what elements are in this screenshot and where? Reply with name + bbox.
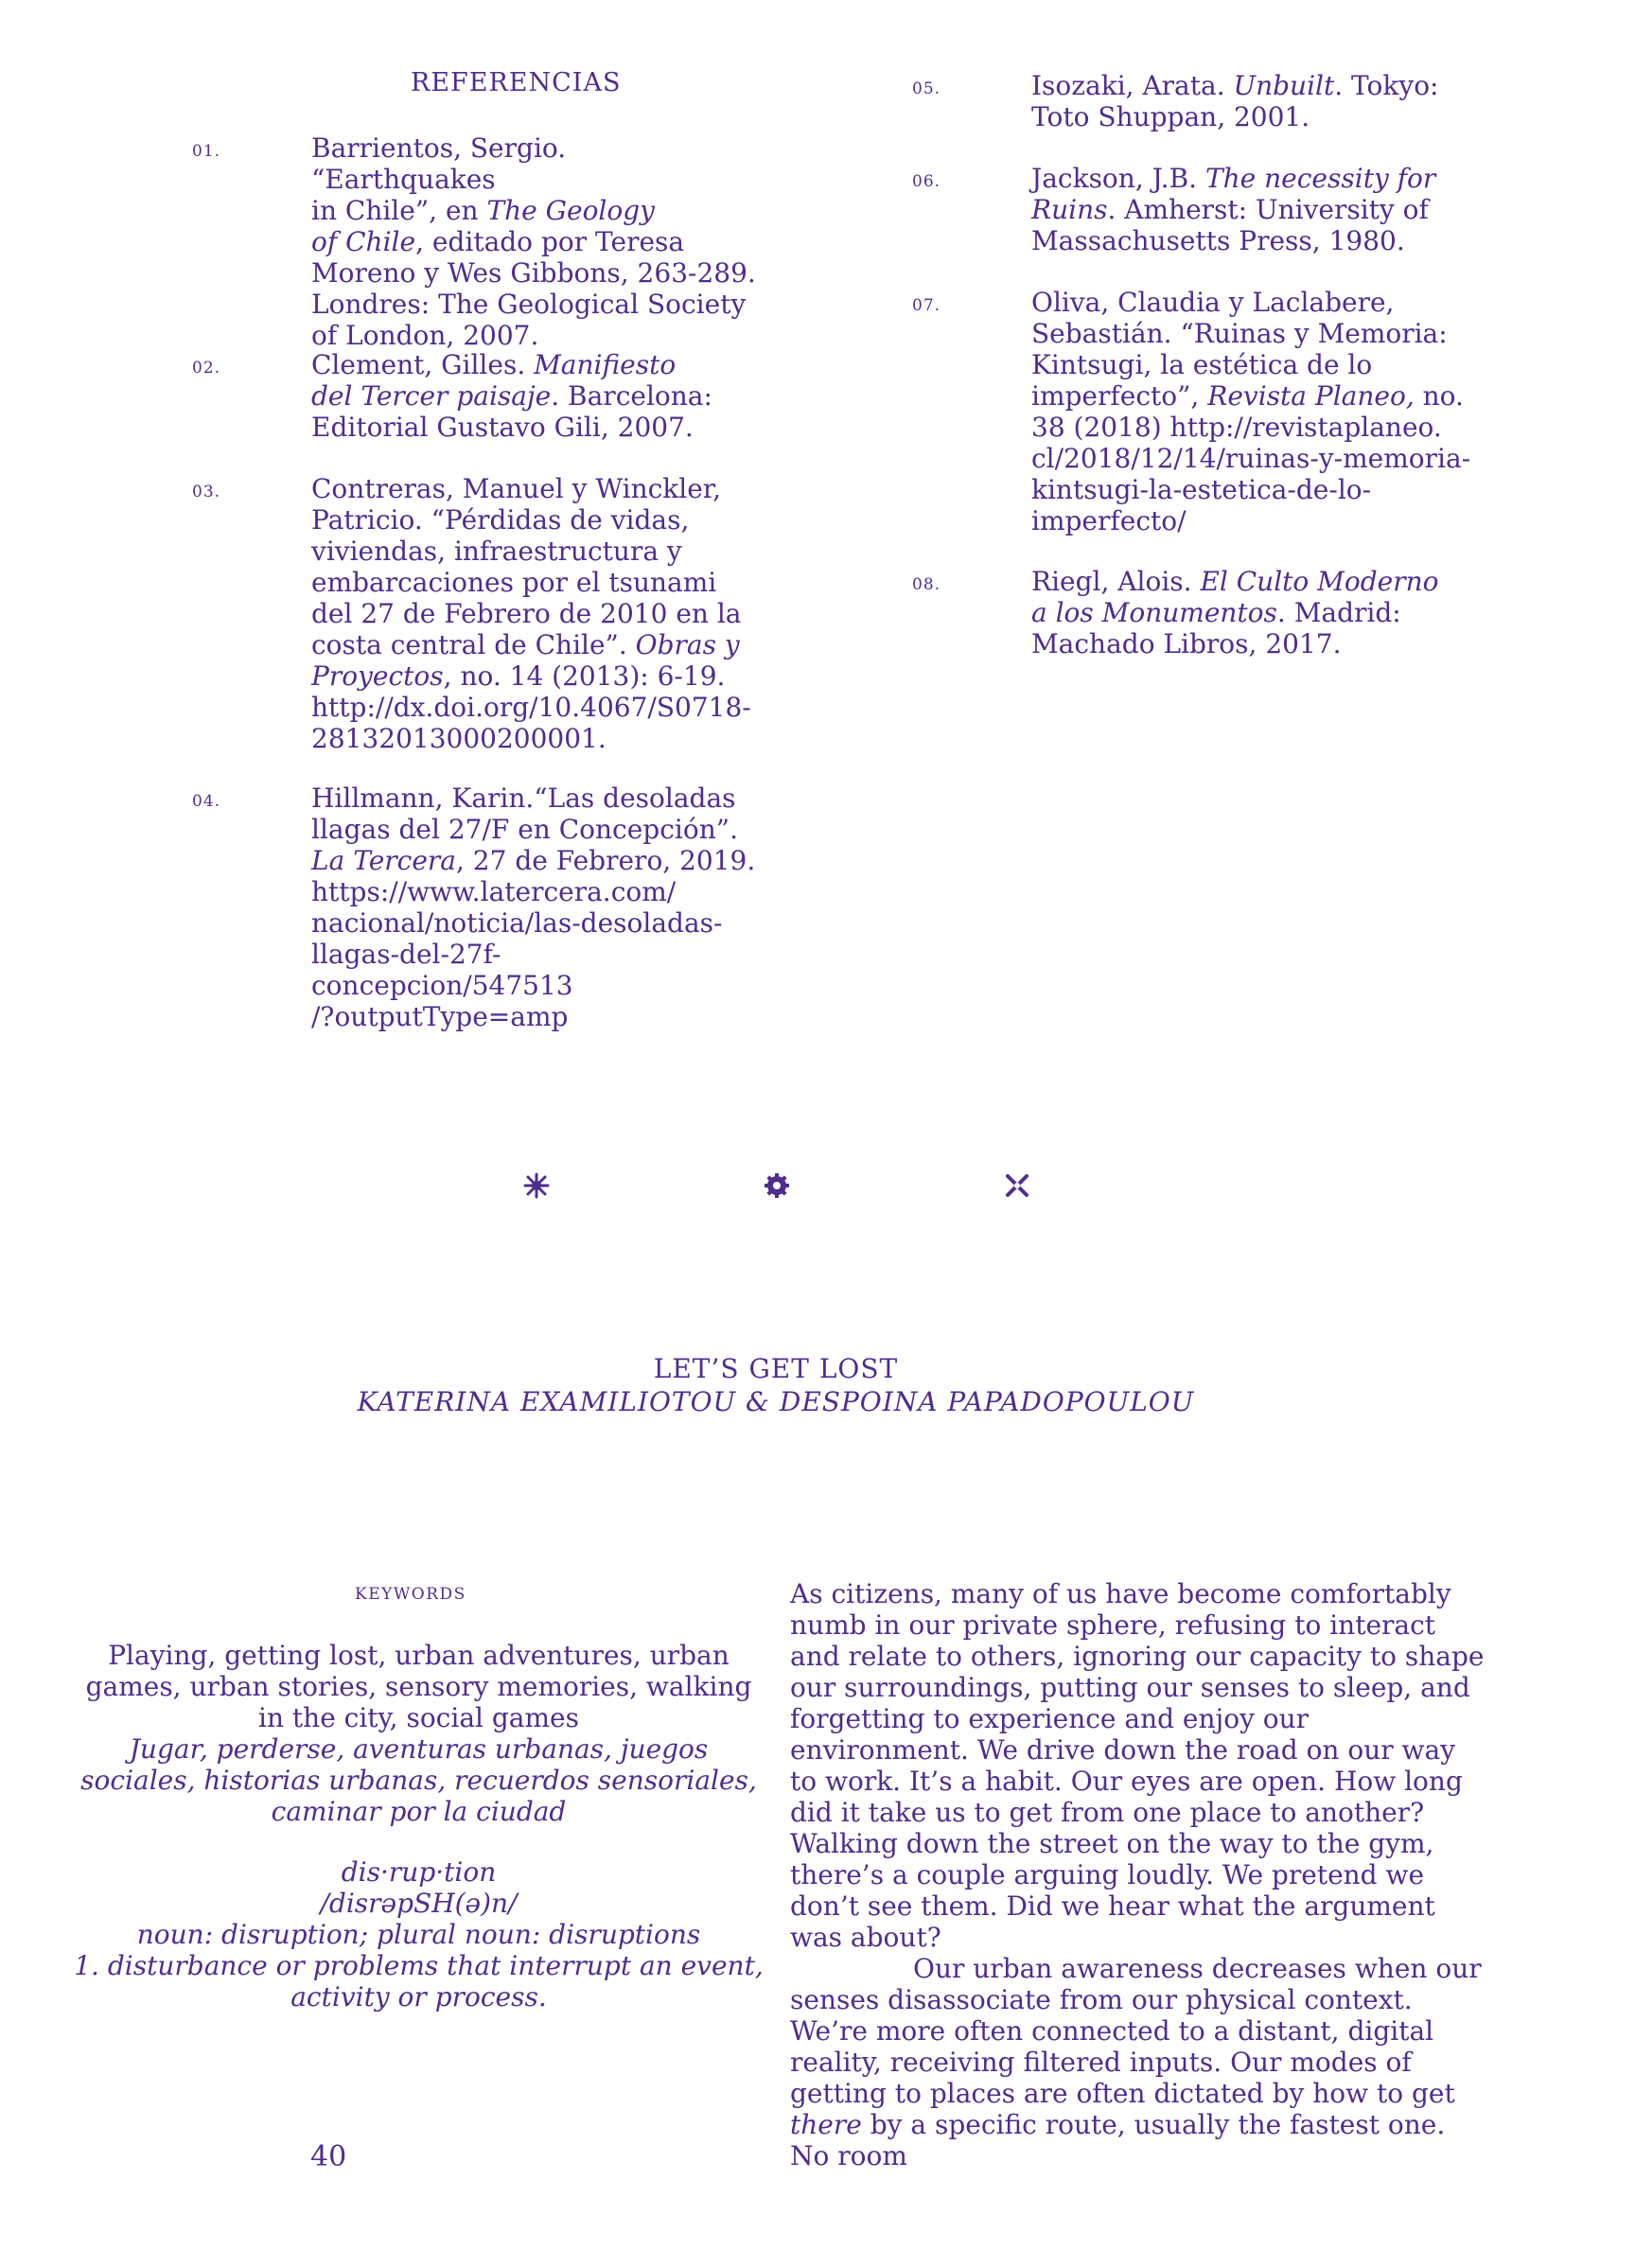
reference-line: costa central de Chile”. Obras y	[311, 629, 740, 660]
reference-line: Hillmann, Karin.“Las desoladas	[311, 782, 736, 814]
definition-pronunciation: /disrəpSH(ə)n/	[320, 1888, 518, 1919]
cross-ornament-icon	[1003, 1171, 1031, 1200]
definition-block	[71, 1856, 766, 2013]
gear-ornament-icon	[763, 1171, 791, 1200]
keywords-english: Playing, getting lost, urban adventures, urban games, urban stories, sensory memories, walking in the city, social games	[85, 1640, 752, 1733]
definition-word: dis·rup·tion	[341, 1856, 497, 1888]
article-body	[790, 1578, 1490, 2171]
body-paragraph	[790, 1953, 1490, 2171]
reference-line: Kintsugi, la estética de lo	[1031, 349, 1373, 380]
reference-line: viviendas, infraestructura y	[311, 536, 682, 567]
reference-number: 08.	[912, 575, 941, 594]
reference-line: http://dx.doi.org/10.4067/S0718-	[311, 692, 751, 723]
reference-line: Ruins. Amherst: University of	[1031, 194, 1429, 225]
article-title: LET’S GET LOST	[653, 1353, 899, 1384]
reference-line: imperfecto”, Revista Planeo, no.	[1031, 380, 1464, 412]
reference-line: embarcaciones por el tsunami	[311, 567, 717, 598]
reference-number: 04.	[192, 792, 221, 811]
reference-text	[311, 473, 756, 754]
reference-line: Moreno y Wes Gibbons, 263-289.	[311, 257, 756, 289]
reference-line: Proyectos, no. 14 (2013): 6-19.	[311, 660, 726, 692]
reference-line: Patricio. “Pérdidas de vidas,	[311, 504, 690, 536]
reference-line: Editorial Gustavo Gili, 2007.	[311, 412, 694, 443]
reference-number: 07.	[912, 296, 941, 315]
reference-number: 03.	[192, 483, 221, 501]
reference-line: La Tercera, 27 de Febrero, 2019.	[311, 845, 756, 876]
definition-meaning: 1. disturbance or problems that interrupt an event, activity or process.	[74, 1950, 764, 2013]
body-text-segment: by a specific route, usually the fastest one. No room	[790, 2109, 1446, 2171]
reference-line: Machado Libros, 2017.	[1031, 628, 1342, 659]
page-number: 40	[310, 2140, 347, 2173]
reference-line: Riegl, Alois. El Culto Moderno	[1031, 566, 1439, 597]
reference-line: /?outputType=amp	[311, 1001, 569, 1032]
definition-forms: noun: disruption; plural noun: disruptions	[136, 1919, 701, 1950]
snowflake-ornament-icon	[522, 1171, 551, 1200]
reference-line: 28132013000200001.	[311, 723, 607, 754]
reference-line: of London, 2007.	[311, 320, 539, 351]
reference-text	[1031, 566, 1486, 659]
reference-line: cl/2018/12/14/ruinas-y-memoria-	[1031, 443, 1471, 474]
reference-line: 38 (2018) http://revistaplaneo.	[1031, 412, 1442, 443]
reference-text	[1031, 163, 1486, 256]
reference-line: a los Monumentos. Madrid:	[1031, 597, 1401, 628]
body-emphasis: there	[790, 2109, 862, 2140]
article-authors: KATERINA EXAMILIOTOU & DESPOINA PAPADOPOULOU	[357, 1386, 1195, 1417]
reference-text	[311, 782, 756, 1032]
reference-text	[1031, 287, 1486, 536]
reference-line: llagas del 27/F en Concepción”.	[311, 814, 738, 845]
reference-line: https://www.latercera.com/	[311, 876, 677, 907]
reference-line: of Chile, editado por Teresa	[311, 226, 685, 257]
reference-line: in Chile”, en The Geology	[311, 195, 655, 226]
reference-line: Clement, Gilles. Manifiesto	[311, 349, 677, 380]
reference-line: del Tercer paisaje. Barcelona:	[311, 380, 712, 412]
reference-line: Jackson, J.B. The necessity for	[1031, 163, 1436, 194]
reference-line: Sebastián. “Ruinas y Memoria:	[1031, 318, 1448, 349]
reference-line: Londres: The Geological Society	[311, 289, 747, 320]
reference-line: Toto Shuppan, 2001.	[1031, 101, 1310, 132]
reference-number: 05.	[912, 79, 941, 98]
keywords-label: KEYWORDS	[355, 1585, 466, 1604]
keywords-block	[71, 1640, 766, 1827]
reference-line: nacional/noticia/las-desoladas-	[311, 907, 723, 939]
reference-line: Massachusetts Press, 1980.	[1031, 225, 1405, 256]
reference-text	[1031, 70, 1486, 132]
references-heading: REFERENCIAS	[411, 68, 622, 97]
reference-line: Barrientos, Sergio. “Earthquakes	[311, 132, 567, 195]
reference-line: Oliva, Claudia y Laclabere,	[1031, 287, 1395, 318]
reference-number: 06.	[912, 172, 941, 191]
body-paragraph: As citizens, many of us have become comfortably numb in our private sphere, refusing to interact and relate to others, ignoring our capacity to shape our surroundings, putting our senses to sleep, and forgetting to experience and enjoy our environment. We drive down the road on our way to work. It’s a habit. Our eyes are open. How long did it take us to get from one place to another? Walking down the street on the way to the gym, there’s a couple arguing loudly. We pretend we don’t see them. Did we hear what the argument was about?	[790, 1578, 1485, 1953]
reference-line: del 27 de Febrero de 2010 en la	[311, 598, 742, 629]
reference-text	[311, 132, 756, 351]
reference-line: Contreras, Manuel y Winckler,	[311, 473, 722, 504]
reference-text	[311, 349, 756, 443]
reference-line: kintsugi-la-estetica-de-lo-	[1031, 474, 1372, 505]
reference-number: 02.	[192, 359, 221, 378]
body-text-segment: Our urban awareness decreases when our senses disassociate from our physical context. We’re more often connected to a distant, digital reality, receiving filtered inputs. Our modes of getting to places are often dictated by how to get	[790, 1953, 1482, 2109]
reference-line: Isozaki, Arata. Unbuilt. Tokyo:	[1031, 70, 1439, 101]
keywords-spanish: Jugar, perderse, aventuras urbanas, juegos sociales, historias urbanas, recuerdos sensoriales, caminar por la ciudad	[80, 1733, 757, 1827]
reference-line: imperfecto/	[1031, 505, 1187, 536]
reference-number: 01.	[192, 142, 221, 161]
reference-line: llagas-del-27f-concepcion/547513	[311, 939, 573, 1001]
